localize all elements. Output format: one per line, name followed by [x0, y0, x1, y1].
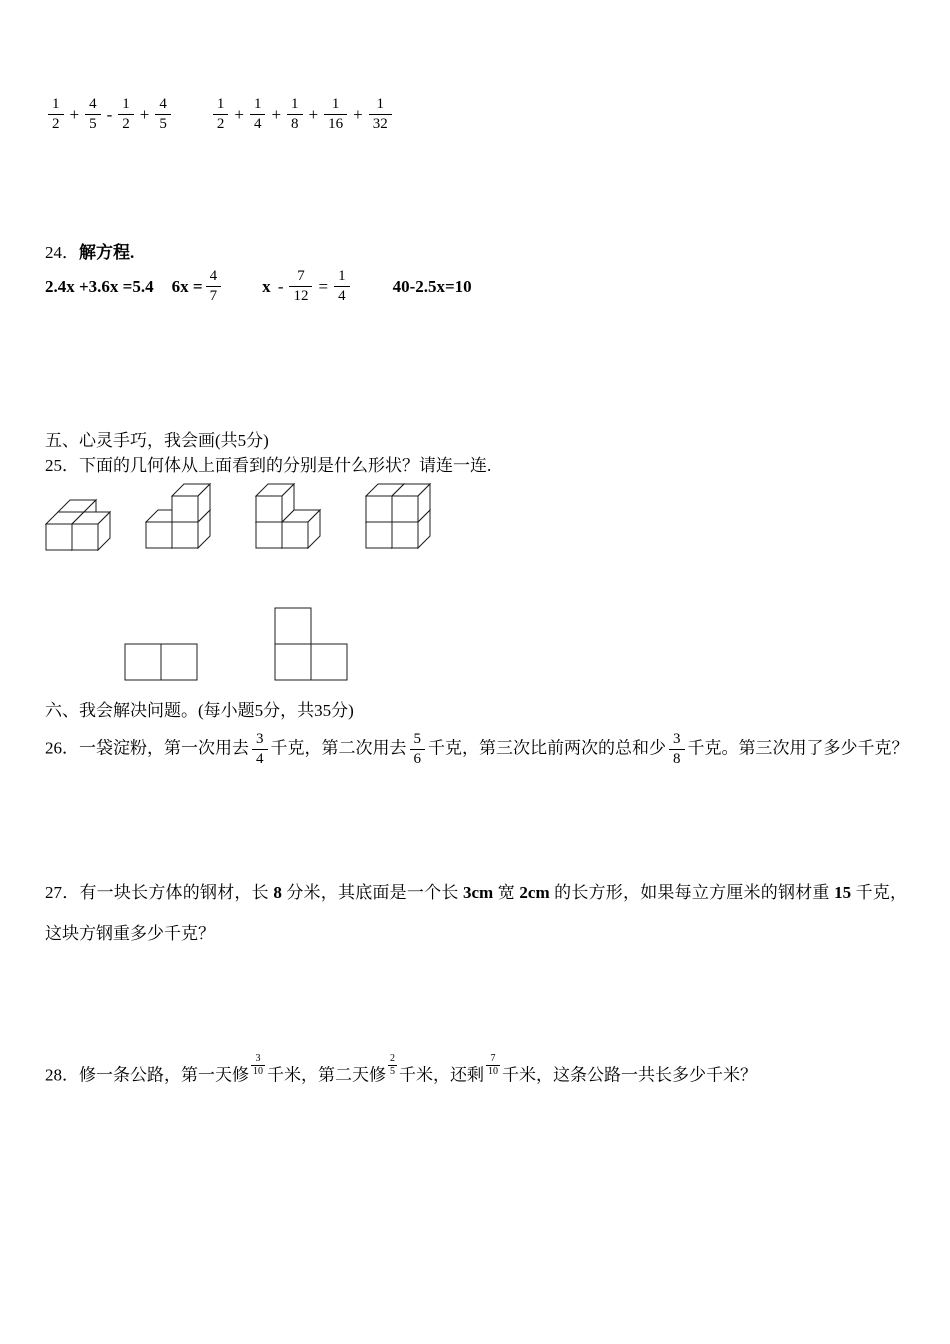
fraction: $\frac{1}{4}$: [250, 96, 266, 134]
text-segment: 3cm: [463, 883, 494, 902]
cube-figure-1-drawing: [45, 496, 115, 554]
text-segment: 40-2.5x=10: [392, 276, 472, 296]
text-segment: 8: [273, 883, 282, 902]
text-segment: 千克，这块方钢重多少千克？: [45, 883, 908, 943]
rectangle-shape-drawing: [124, 643, 200, 683]
text-segment: 千克，第三次比前两次的总和少: [428, 738, 666, 758]
operator: =: [318, 276, 329, 296]
operator: +: [139, 104, 150, 124]
fraction: $\frac{4}{7}$: [206, 268, 222, 306]
cube-figure-3-drawing: [255, 482, 335, 554]
fraction-expressions-row: [45, 96, 395, 134]
fraction: $\frac{5}{6}$: [410, 731, 426, 769]
fraction: $\frac{4}{5}$: [85, 96, 101, 134]
text-segment: 的长方形，如果每立方厘米的钢材重: [549, 883, 835, 902]
fraction: $\frac{3}{8}$: [669, 731, 685, 769]
text-segment: 千克，第二次用去: [270, 738, 407, 758]
fraction: $\frac{1}{16}$: [324, 96, 347, 134]
text-segment: 千克。第三次用了多少千克？: [687, 738, 909, 758]
equation-2: [172, 268, 224, 306]
fraction: $\frac{1}{4}$: [334, 268, 350, 306]
text-segment: 26．一袋淀粉，第一次用去: [45, 738, 249, 758]
expression-2: [210, 96, 395, 134]
text-segment: 2.4x +3.6x =5.4: [45, 276, 154, 296]
text-segment: 千米，第二天修: [267, 1065, 386, 1085]
fraction: $\frac{7}{12}$: [289, 268, 312, 306]
cube-figure-1: [45, 496, 115, 554]
question-25-text: 25．下面的几何体从上面看到的分别是什么形状？请连一连.: [45, 456, 492, 475]
fraction: $\frac{1}{2}$: [213, 96, 229, 134]
question-28-text: [45, 1053, 757, 1093]
operator: +: [308, 104, 319, 124]
cube-figure-4-drawing: [365, 482, 445, 554]
cube-figures-row: [45, 480, 445, 554]
equation-1: [45, 277, 154, 297]
equation-3: [262, 268, 353, 306]
cube-figure-2: [145, 482, 225, 554]
fraction: $\frac{2}{5}$: [390, 1053, 395, 1077]
question-27-text: [45, 872, 907, 954]
fraction: $\frac{1}{8}$: [287, 96, 303, 134]
text-segment: 千米，这条公路一共长多少千米？: [502, 1065, 757, 1085]
text-segment: 28．修一条公路，第一天修: [45, 1065, 249, 1085]
top-view-shape-rectangle: [124, 643, 200, 683]
question-24-label: [45, 238, 134, 263]
text-segment: 2cm: [519, 883, 550, 902]
question-24-equations-row: [45, 268, 472, 306]
operator: +: [353, 104, 363, 124]
section-5-title: 五、心灵手巧，我会画(共5分): [45, 431, 269, 450]
text-segment: 24．: [45, 243, 79, 262]
fraction: $\frac{7}{10}$: [488, 1053, 498, 1077]
fraction: $\frac{3}{10}$: [253, 1053, 263, 1077]
operator: -: [106, 104, 113, 124]
text-segment: 分米，其底面是一个长: [281, 883, 464, 902]
operator: +: [234, 104, 244, 124]
text-segment: 宽: [493, 883, 520, 902]
equation-4: [393, 277, 472, 297]
text-segment: x: [262, 276, 275, 296]
operator: +: [271, 104, 282, 124]
fraction: $\frac{1}{2}$: [48, 96, 64, 134]
fraction: $\frac{3}{4}$: [252, 731, 268, 769]
text-segment: 15: [834, 883, 852, 902]
fraction: $\frac{1}{32}$: [369, 96, 392, 134]
cube-figure-4: [365, 482, 445, 554]
l-shape-drawing: [274, 607, 350, 683]
expression-1: [45, 96, 174, 134]
operator: +: [69, 104, 80, 124]
fraction: $\frac{4}{5}$: [155, 96, 171, 134]
cube-figure-2-drawing: [145, 482, 225, 554]
operator: -: [277, 276, 284, 296]
question-26-text: [45, 731, 909, 769]
text-segment: 千米，还剩: [399, 1065, 484, 1085]
text-segment: 解方程.: [79, 243, 135, 262]
fraction: $\frac{1}{2}$: [118, 96, 134, 134]
text-segment: 27．有一块长方体的钢材，长: [45, 883, 274, 902]
cube-figure-3: [255, 482, 335, 554]
text-segment: 6x =: [171, 276, 203, 296]
section-6-title: 六、我会解决问题。(每小题5分，共35分): [45, 701, 354, 720]
top-view-shape-l-tromino: [274, 607, 350, 683]
